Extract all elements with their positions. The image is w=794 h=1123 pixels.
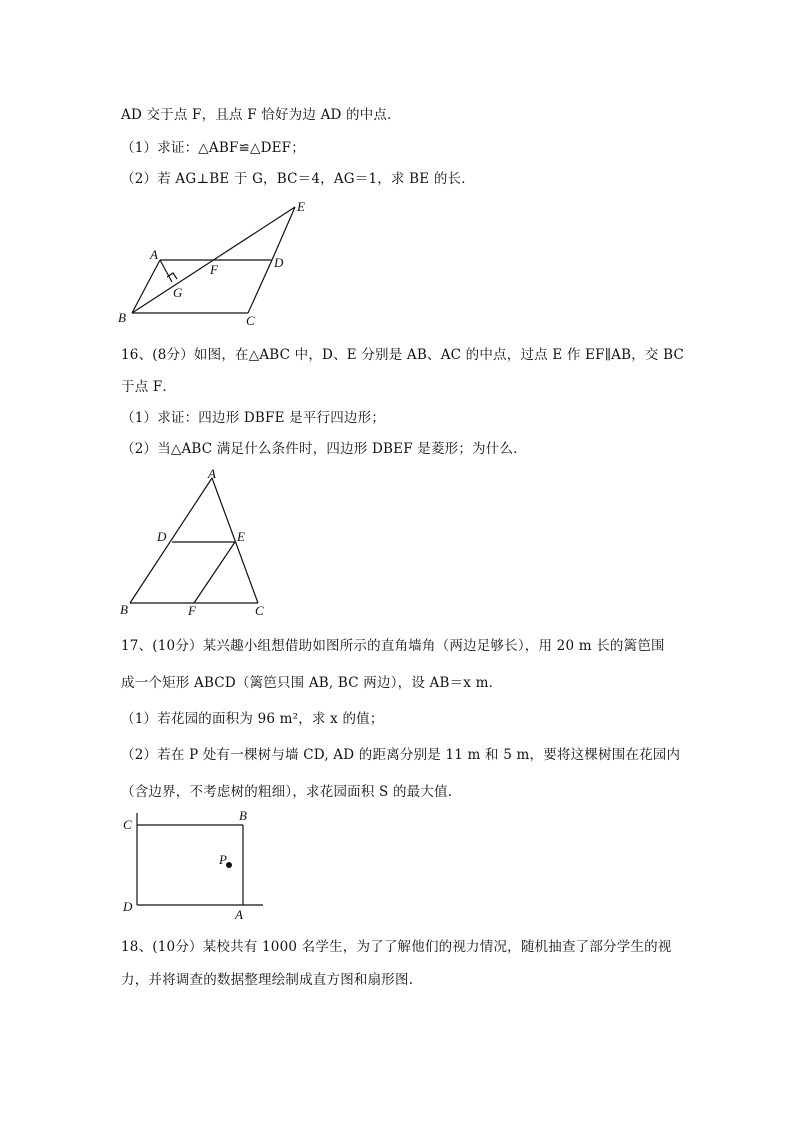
segment-DC [248,260,272,313]
segment-AB [130,478,212,603]
label-G: G [173,285,183,300]
p18-line1: 18、(10分）某校共有 1000 名学生，为了了解他们的视力情况，随机抽查了部分学生的视 [121,939,672,955]
label-D: D [274,255,284,270]
label-A: A [208,466,216,481]
label-D: D [157,529,167,544]
p18-line2: 力，并将调查的数据整理绘制成直方图和扇形图. [121,972,414,988]
label-B: B [118,310,126,325]
p16-part1: （1）求证：四边形 DBFE 是平行四边形； [121,410,386,426]
label-D: D [123,899,133,914]
label-C: C [123,817,132,832]
label-C: C [255,603,264,618]
segment-EF [194,542,235,603]
segment-AC [212,478,258,603]
right-angle-mark [167,273,177,279]
label-F: F [188,603,196,618]
p16-part2: （2）当△ABC 满足什么条件时，四边形 DBEF 是菱形；为什么． [121,441,527,457]
p16-line1: 16、(8分）如图，在△ABC 中，D、E 分别是 AB、AC 的中点，过点 E 作 EF∥AB，交 BC [121,347,685,363]
label-B: B [239,808,247,823]
label-A: A [235,907,243,920]
p17-rectangle-figure [115,805,275,920]
label-A: A [150,247,158,262]
p17-part2: （2）若在 P 处有一棵树与墙 CD, AD 的距离分别是 11 m 和 5 m，要将这棵树围在花园内 [121,747,681,763]
p16-triangle-figure [110,465,280,620]
label-E: E [237,529,245,544]
label-P: P [219,852,227,867]
label-C: C [246,313,255,328]
segment-AG [160,260,172,282]
label-F: F [210,262,218,277]
label-B: B [120,602,128,617]
label-E: E [297,199,305,214]
p17-line1: 17、(10分）某兴趣小组想借助如图所示的直角墙角（两边足够长），用 20 m 长的篱笆围 [121,638,665,654]
p15-part2: （2）若 AG⊥BE 于 G，BC＝4，AG＝1，求 BE 的长． [121,171,475,187]
p15-continuation-line: AD 交于点 F，且点 F 恰好为边 AD 的中点． [121,107,401,123]
p17-part1: （1）若花园的面积为 96 m²，求 x 的值； [121,711,384,727]
p15-part1: （1）求证：△ABF≌△DEF； [121,140,305,156]
segment-AB [132,260,160,313]
p17-line2: 成一个矩形 ABCD（篱笆只围 AB, BC 两边），设 AB＝x m． [121,675,503,691]
p17-part2-continued: （含边界，不考虑树的粗细），求花园面积 S 的最大值. [121,784,453,800]
p16-line2: 于点 F． [121,379,177,395]
p15-parallelogram-figure [110,195,330,330]
